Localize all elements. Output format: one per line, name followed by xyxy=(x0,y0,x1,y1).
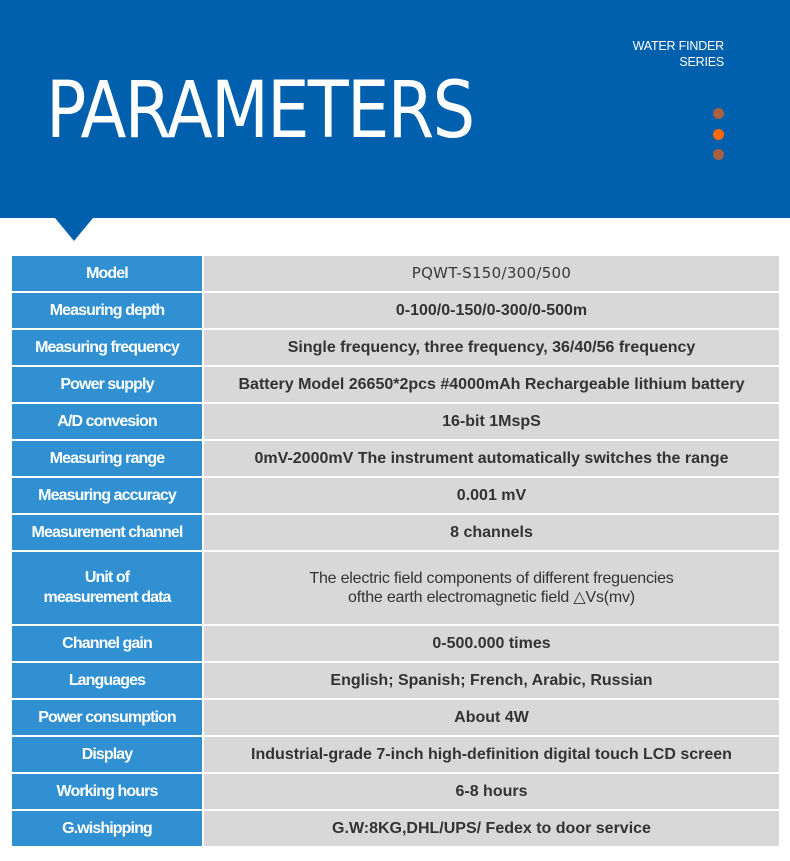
row-value: PQWT-S150/300/500 xyxy=(204,256,779,293)
table-row-measuring-accuracy xyxy=(12,478,779,515)
row-label: Model xyxy=(12,256,202,293)
row-value xyxy=(204,552,779,626)
row-value: English; Spanish; French, Arabic, Russian xyxy=(204,663,779,700)
table-row-shipping xyxy=(12,811,779,848)
row-label: Power consumption xyxy=(12,700,202,737)
series-label xyxy=(633,38,724,70)
table-row-measuring-frequency xyxy=(12,330,779,367)
row-label: Display xyxy=(12,737,202,774)
row-label: Measuring range xyxy=(12,441,202,478)
row-label-line2: measurement data xyxy=(43,589,171,606)
table-row-unit-of-measurement-data xyxy=(12,552,779,626)
row-value: Single frequency, three frequency, 36/40/56 frequency xyxy=(204,330,779,367)
row-label xyxy=(12,552,202,626)
banner-pointer-triangle-icon xyxy=(55,218,93,241)
decorative-dots xyxy=(713,108,724,170)
page-title: PARAMETERS xyxy=(46,66,474,156)
row-label: A/D convesion xyxy=(12,404,202,441)
row-value: 8 channels xyxy=(204,515,779,552)
table-row-power-supply xyxy=(12,367,779,404)
table-row-measuring-depth xyxy=(12,293,779,330)
table-row-ad-conversion xyxy=(12,404,779,441)
row-value-line2: ofthe earth electromagnetic field △Vs(mv) xyxy=(348,589,635,606)
series-label-line1: WATER FINDER xyxy=(632,39,724,53)
parameters-table xyxy=(12,256,779,848)
row-label: Measuring accuracy xyxy=(12,478,202,515)
table-row-model xyxy=(12,256,779,293)
row-value: 0-500.000 times xyxy=(204,626,779,663)
row-label: Measuring frequency xyxy=(12,330,202,367)
row-label: Measurement channel xyxy=(12,515,202,552)
row-label: Channel gain xyxy=(12,626,202,663)
row-value: Industrial-grade 7-inch high-definition digital touch LCD screen xyxy=(204,737,779,774)
row-value: Battery Model 26650*2pcs #4000mAh Rechargeable lithium battery xyxy=(204,367,779,404)
row-label: Power supply xyxy=(12,367,202,404)
dot-icon-active xyxy=(713,129,724,140)
table-row-working-hours xyxy=(12,774,779,811)
row-value: 6-8 hours xyxy=(204,774,779,811)
series-label-line2: SERIES xyxy=(679,55,724,69)
row-value: About 4W xyxy=(204,700,779,737)
row-label: Working hours xyxy=(12,774,202,811)
table-row-channel-gain xyxy=(12,626,779,663)
row-value: G.W:8KG,DHL/UPS/ Fedex to door service xyxy=(204,811,779,848)
row-value: 0.001 mV xyxy=(204,478,779,515)
row-value: 0mV-2000mV The instrument automatically switches the range xyxy=(204,441,779,478)
row-label: G.wishipping xyxy=(12,811,202,848)
table-row-power-consumption xyxy=(12,700,779,737)
row-label: Languages xyxy=(12,663,202,700)
row-label: Measuring depth xyxy=(12,293,202,330)
header-banner xyxy=(0,0,790,218)
dot-icon xyxy=(713,108,724,119)
table-row-display xyxy=(12,737,779,774)
table-row-measurement-channel xyxy=(12,515,779,552)
dot-icon xyxy=(713,149,724,160)
row-label-line1: Unit of xyxy=(84,569,130,586)
row-value: 0-100/0-150/0-300/0-500m xyxy=(204,293,779,330)
row-value: 16-bit 1MspS xyxy=(204,404,779,441)
row-value-line1: The electric field components of different freguencies xyxy=(309,570,674,587)
table-row-languages xyxy=(12,663,779,700)
table-row-measuring-range xyxy=(12,441,779,478)
